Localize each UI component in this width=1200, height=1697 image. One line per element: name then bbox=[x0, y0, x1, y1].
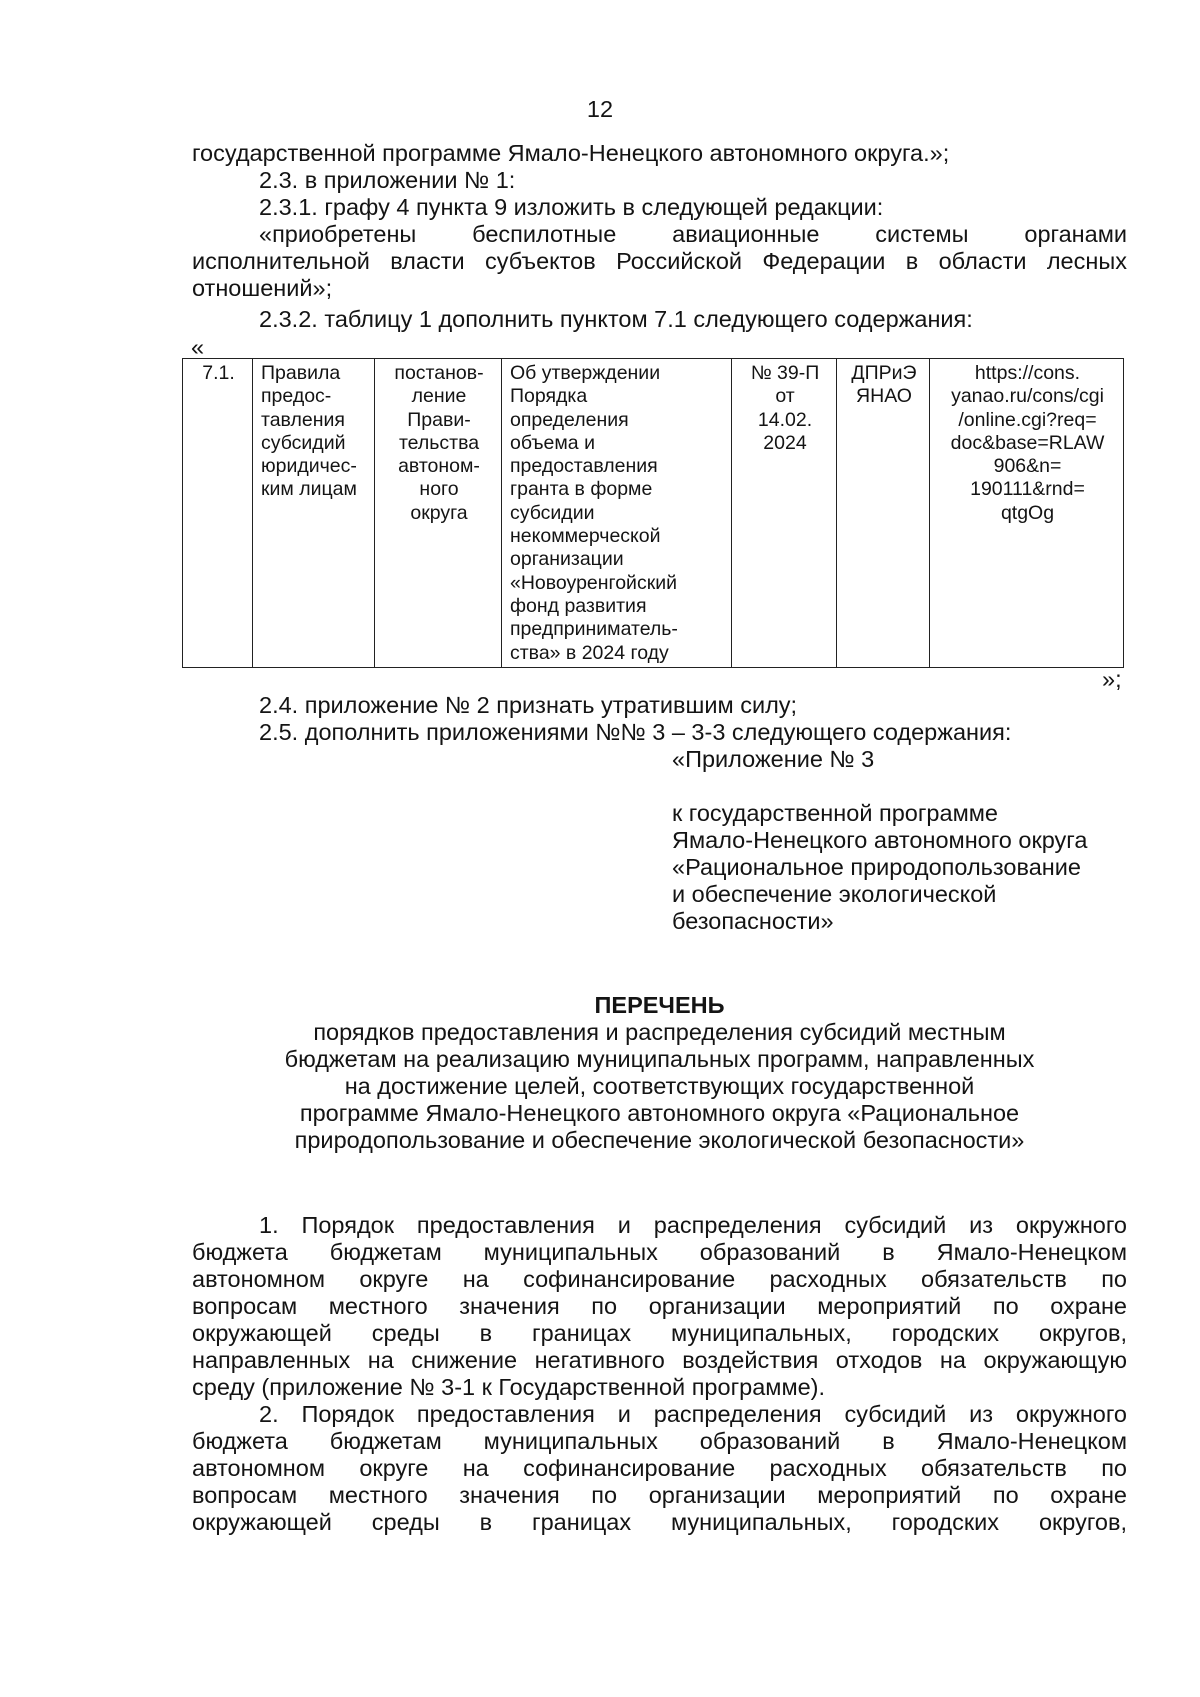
quote-paragraph bbox=[192, 221, 1127, 302]
appendix-title: «Приложение № 3 bbox=[672, 746, 875, 772]
appendix-block bbox=[672, 800, 1087, 935]
quote-line-2: исполнительной власти субъектов Российской Федерации в области лесных bbox=[192, 248, 1127, 274]
cell-document-type: постанов- ление Прави- тельства автоном- ного округа bbox=[375, 359, 502, 668]
page-number: 12 bbox=[586, 96, 614, 122]
cell-document-title: Об утверждении Порядка определения объема и предоставления гранта в форме субсидии некоммерческой организации «Новоуренгойский фонд развития предприниматель- ства» в 2024 году bbox=[502, 359, 732, 668]
item-2-4: 2.4. приложение № 2 признать утратившим силу; bbox=[259, 692, 798, 718]
appendix-line: и обеспечение экологической bbox=[672, 881, 997, 907]
item-2-5: 2.5. дополнить приложениями №№ 3 – 3-3 следующего содержания: bbox=[259, 719, 1012, 745]
appendix-line: Ямало-Ненецкого автономного округа bbox=[672, 827, 1088, 853]
intro-line-3: 2.3.1. графу 4 пункта 9 изложить в следующей редакции: bbox=[259, 194, 884, 220]
table-row bbox=[183, 359, 1124, 668]
paragraph-2: 2. Порядок предоставления и распределения субсидий из окружного бюджета бюджетам муниципальных образований в Ямало-Ненецком автономном округе на софинансирование расходных обязательств по вопросам местного значения по организации мероприятий по охране окружающей среды в границах муниципальных, городских округов, bbox=[192, 1401, 1127, 1535]
paragraph-1: 1. Порядок предоставления и распределения субсидий из окружного бюджета бюджетам муниципальных образований в Ямало-Ненецком автономном округе на софинансирование расходных обязательств по вопросам местного значения по организации мероприятий по охране окружающей среды в границах муниципальных, городских округов, направленных на снижение негативного воздействия отходов на окружающую среду (приложение № 3-1 к Государственной программе). bbox=[192, 1212, 1127, 1400]
open-quote-mark: « bbox=[191, 334, 205, 360]
cell-item-number: 7.1. bbox=[183, 359, 253, 668]
intro-line-1: государственной программе Ямало-Ненецкого автономного округа.»; bbox=[192, 140, 950, 166]
section-subheading: порядков предоставления и распределения субсидий местным бюджетам на реализацию муниципальных программ, направленных на достижение целей, соответствующих государственной программе Ямало-Ненецкого автономного округа «Рациональное природопользование и обеспечение экологической безопасности» bbox=[284, 1019, 1035, 1153]
appendix-line: безопасности» bbox=[672, 908, 834, 934]
appendix-line: «Рациональное природопользование bbox=[672, 854, 1081, 880]
quote-line-3: отношений»; bbox=[192, 275, 333, 301]
quote-line-1: «приобретены беспилотные авиационные системы органами bbox=[259, 221, 1127, 247]
cell-document-number: № 39-П от 14.02. 2024 bbox=[732, 359, 837, 668]
cell-document-link: https://cons. yanao.ru/cons/cgi /online.cgi?req= doc&base=RLAW 906&n= 190111&rnd= qtgOg bbox=[930, 359, 1124, 668]
cell-responsible-body: ДПРиЭ ЯНАО bbox=[837, 359, 930, 668]
intro-line-2: 2.3. в приложении № 1: bbox=[259, 167, 516, 193]
appendix-line: к государственной программе bbox=[672, 800, 998, 826]
close-quote-mark: »; bbox=[1102, 666, 1122, 692]
section-heading: ПЕРЕЧЕНЬ bbox=[594, 992, 725, 1018]
added-item-table bbox=[182, 358, 1124, 668]
table-intro: 2.3.2. таблицу 1 дополнить пунктом 7.1 следующего содержания: bbox=[259, 306, 973, 332]
cell-document-name: Правила предос- тавления субсидий юридичес- ким лицам bbox=[253, 359, 375, 668]
